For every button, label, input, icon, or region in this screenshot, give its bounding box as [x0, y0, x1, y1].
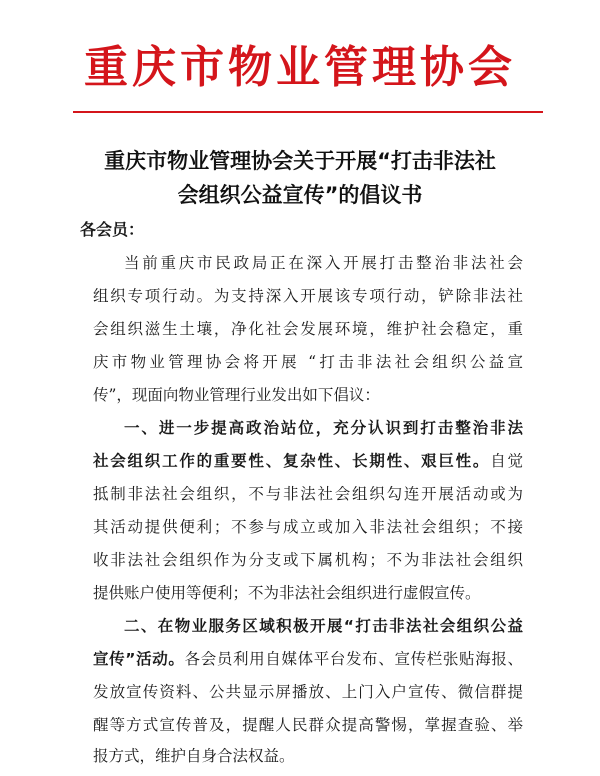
paragraph-2-line: 其活动提供便利；不参与成立或加入非法社会组织；不接	[93, 518, 523, 536]
paragraph-2-line-rest: 自觉	[490, 452, 523, 470]
paragraph-1-line: 组织专项行动。为支持深入开展该专项行动，铲除非法社	[93, 287, 523, 305]
paragraph-3-heading-line: 二、在物业服务区域积极开展“打击非法社会组织公益	[124, 617, 523, 635]
paragraph-1-line: 庆市物业管理协会将开展 “打击非法社会组织公益宣	[93, 353, 523, 371]
paragraph-3-line	[93, 648, 523, 670]
paragraph-2-line: 抵制非法社会组织，不与非法社会组织勾连开展活动或为	[93, 485, 523, 503]
paragraph-2-line: 提供账户使用等便利；不为非法社会组织进行虚假宣传。	[93, 584, 481, 602]
salutation: 各会员：	[80, 220, 145, 239]
header-divider	[73, 111, 543, 113]
paragraph-1-line: 传”，现面向物业管理行业发出如下倡议：	[93, 386, 380, 404]
paragraph-3-line-rest: 各会员利用自媒体平台发布、宣传栏张贴海报、	[184, 650, 524, 668]
paragraph-1-line: 当前重庆市民政局正在深入开展打击整治非法社会	[124, 254, 523, 272]
paragraph-2-heading-end: 社会组织工作的重要性、复杂性、长期性、艰巨性。	[93, 452, 491, 470]
document-title	[60, 144, 540, 212]
paragraph-2-line: 收非法社会组织作为分支或下属机构；不为非法社会组织	[93, 551, 523, 569]
paragraph-3-line: 报方式，维护自身合法权益。	[93, 747, 295, 765]
document-title-line-2: 会组织公益宣传”的倡议书	[177, 183, 423, 207]
paragraph-3-line: 醒等方式宣传普及，提醒人民群众提高警惕，掌握查验、举	[93, 716, 523, 734]
paragraph-1-line: 会组织滋生土壤，净化社会发展环境，维护社会稳定，重	[93, 320, 523, 338]
paragraph-3-line: 发放宣传资料、公共显示屏播放、上门入户宣传、微信群提	[93, 683, 523, 701]
paragraph-2-line	[93, 450, 523, 472]
paragraph-2-heading-line: 一、进一步提高政治站位，充分认识到打击整治非法	[124, 419, 523, 437]
paragraph-3-heading-end: 宣传”活动。	[93, 650, 185, 668]
org-header-title: 重庆市物业管理协会	[84, 42, 516, 93]
document-title-line-1: 重庆市物业管理协会关于开展“打击非法社	[104, 149, 496, 173]
